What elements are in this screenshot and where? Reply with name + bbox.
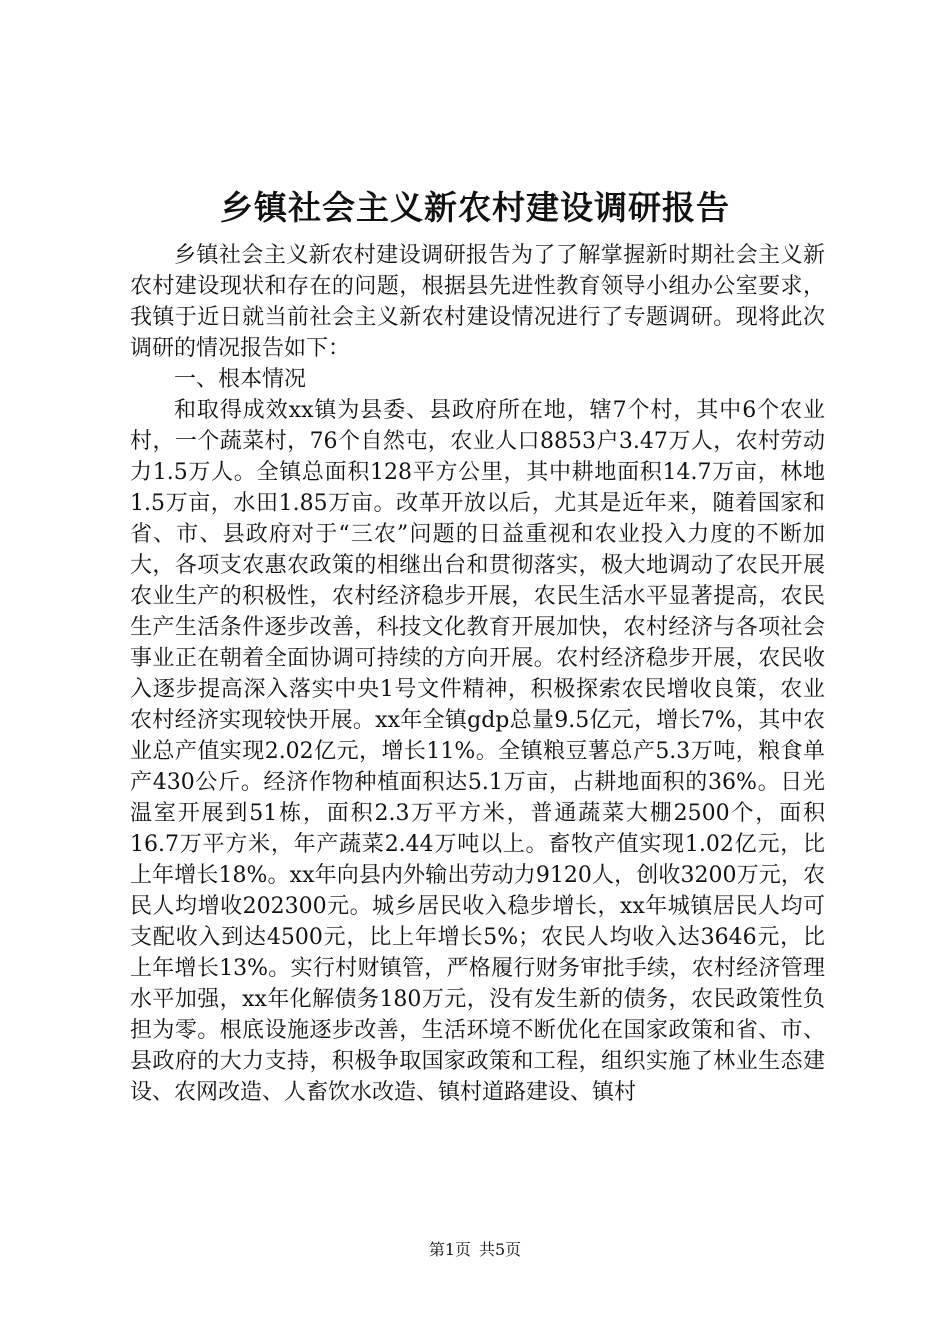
section-heading: 一、根本情况	[174, 367, 307, 392]
total-pages: 共5页	[479, 1240, 522, 1259]
intro-paragraph: 乡镇社会主义新农村建设调研报告为了了解掌握新时期社会主义新农村建设现状和存在的问题，根据县先进性教育领导小组办公室要求，我镇于近日就当前社会主义新农村建设情况进行了专题调研。现将此次调研的情况报告如下：	[130, 243, 825, 361]
situation-paragraph: 和取得成效xx镇为县委、县政府所在地，辖7个村，其中6个农业村，一个蔬菜村，76个自然屯，农业人口8853户3.47万人，农村劳动力1.5万人。全镇总面积128平方公里，其中耕地面积14.7万亩，林地1.5万亩，水田1.85万亩。改革开放以后，尤其是近年来，随着国家和省、市、县政府对于“三农”问题的日益重视和农业投入力度的不断加大，各项支农惠农政策的相继出台和贯彻落实，极大地调动了农民开展农业生产的积极性，农村经济稳步开展，农民生活水平显著提高，农民生产生活条件逐步改善，科技文化教育开展加快，农村经济与各项社会事业正在朝着全面协调可持续的方向开展。农村经济稳步开展，农民收入逐步提高深入落实中央1号文件精神，积极探索农民增收良策，农业农村经济实现较快开展。xx年全镇gdp总量9.5亿元，增长7%，其中农业总产值实现2.02亿元，增长11%。全镇粮豆薯总产5.3万吨，粮食单产430公斤。经济作物种植面积达5.1万亩，占耕地面积的36%。日光温室开展到51栋，面积2.3万平方米，普通蔬菜大棚2500个，面积16.7万平方米，年产蔬菜2.44万吨以上。畜牧产值实现1.02亿元，比上年增长18%。xx年向县内外输出劳动力9120人，创收3200万元，农民人均增收202300元。城乡居民收入稳步增长，xx年城镇居民人均可支配收入到达4500元，比上年增长5%；农民人均收入达3646元，比上年增长13%。实行村财镇管，严格履行财务审批手续，农村经济管理水平加强，xx年化解债务180万元，没有发生新的债务，农民政策性负担为零。根底设施逐步改善，生活环境不断优化在国家政策和省、市、县政府的大力支持，积极争取国家政策和工程，组织实施了林业生态建设、农网改造、人畜饮水改造、镇村道路建设、镇村	[130, 398, 825, 1105]
page-footer	[0, 1239, 950, 1261]
document-body	[130, 240, 825, 1108]
page-number: 第1页	[428, 1240, 471, 1259]
document-title: 乡镇社会主义新农村建设调研报告	[220, 188, 730, 227]
